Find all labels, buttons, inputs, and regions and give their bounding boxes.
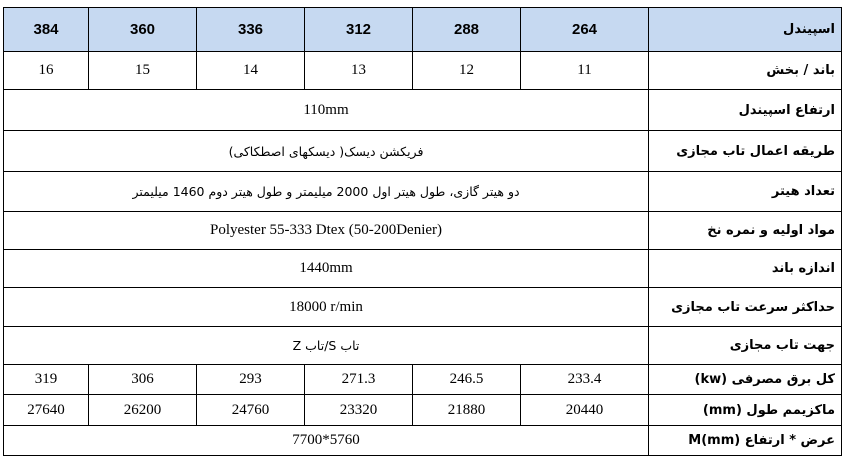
max-twist-speed-label: حداکثر سرعت تاب مجازی <box>649 288 842 327</box>
max-twist-speed-value: 18000 r/min <box>4 288 649 327</box>
table-row <box>4 288 842 327</box>
spindle-264-cell: 264 <box>521 8 649 52</box>
band-size-label: اندازه باند <box>649 250 842 288</box>
twist-method-label: طریقه اعمال تاب مجازی <box>649 131 842 172</box>
section-cell: 16 <box>4 52 89 90</box>
power-cell: 271.3 <box>305 365 413 395</box>
max-length-cell: 27640 <box>4 395 89 426</box>
spindle-360-cell: 360 <box>89 8 197 52</box>
dimensions-label: عرض * ارتفاع M(mm) <box>649 426 842 456</box>
spindle-label: اسپیندل <box>649 8 842 52</box>
power-cell: 293 <box>197 365 305 395</box>
header-row <box>4 8 842 52</box>
power-label: کل برق مصرفی (kw) <box>649 365 842 395</box>
spindle-height-value: 110mm <box>4 90 649 131</box>
table-row <box>4 172 842 212</box>
max-length-cell: 21880 <box>413 395 521 426</box>
spindle-312-cell: 312 <box>305 8 413 52</box>
table-row <box>4 327 842 365</box>
heater-count-value: دو هیتر گازی، طول هیتر اول 2000 میلیمتر و طول هیتر دوم 1460 میلیمتر <box>4 172 649 212</box>
spindle-288-cell: 288 <box>413 8 521 52</box>
table-row <box>4 90 842 131</box>
power-cell: 319 <box>4 365 89 395</box>
spindle-336-cell: 336 <box>197 8 305 52</box>
table-row <box>4 131 842 172</box>
heater-count-label: تعداد هیتر <box>649 172 842 212</box>
table-row <box>4 426 842 456</box>
max-length-cell: 23320 <box>305 395 413 426</box>
max-length-cell: 26200 <box>89 395 197 426</box>
max-length-cell: 20440 <box>521 395 649 426</box>
power-cell: 233.4 <box>521 365 649 395</box>
table-row <box>4 395 842 426</box>
yarn-material-label: مواد اولیه و نمره نخ <box>649 212 842 250</box>
power-cell: 246.5 <box>413 365 521 395</box>
spec-table <box>3 7 842 456</box>
spindle-384-cell: 384 <box>4 8 89 52</box>
table-row <box>4 212 842 250</box>
table-row <box>4 250 842 288</box>
section-cell: 13 <box>305 52 413 90</box>
twist-direction-value: تاب S/تاب Z <box>4 327 649 365</box>
max-length-label: ماکزیمم طول (mm) <box>649 395 842 426</box>
max-length-cell: 24760 <box>197 395 305 426</box>
section-cell: 15 <box>89 52 197 90</box>
section-cell: 14 <box>197 52 305 90</box>
band-size-value: 1440mm <box>4 250 649 288</box>
dimensions-value: 7700*5760 <box>4 426 649 456</box>
section-cell: 11 <box>521 52 649 90</box>
section-cell: 12 <box>413 52 521 90</box>
power-cell: 306 <box>89 365 197 395</box>
twist-method-value: فریکشن دیسک( دیسکهای اصطکاکی) <box>4 131 649 172</box>
twist-direction-label: جهت تاب مجازی <box>649 327 842 365</box>
yarn-material-value: Polyester 55-333 Dtex (50-200Denier) <box>4 212 649 250</box>
table-row <box>4 52 842 90</box>
table-row <box>4 365 842 395</box>
spindle-height-label: ارتفاع اسپیندل <box>649 90 842 131</box>
section-label: باند / بخش <box>649 52 842 90</box>
